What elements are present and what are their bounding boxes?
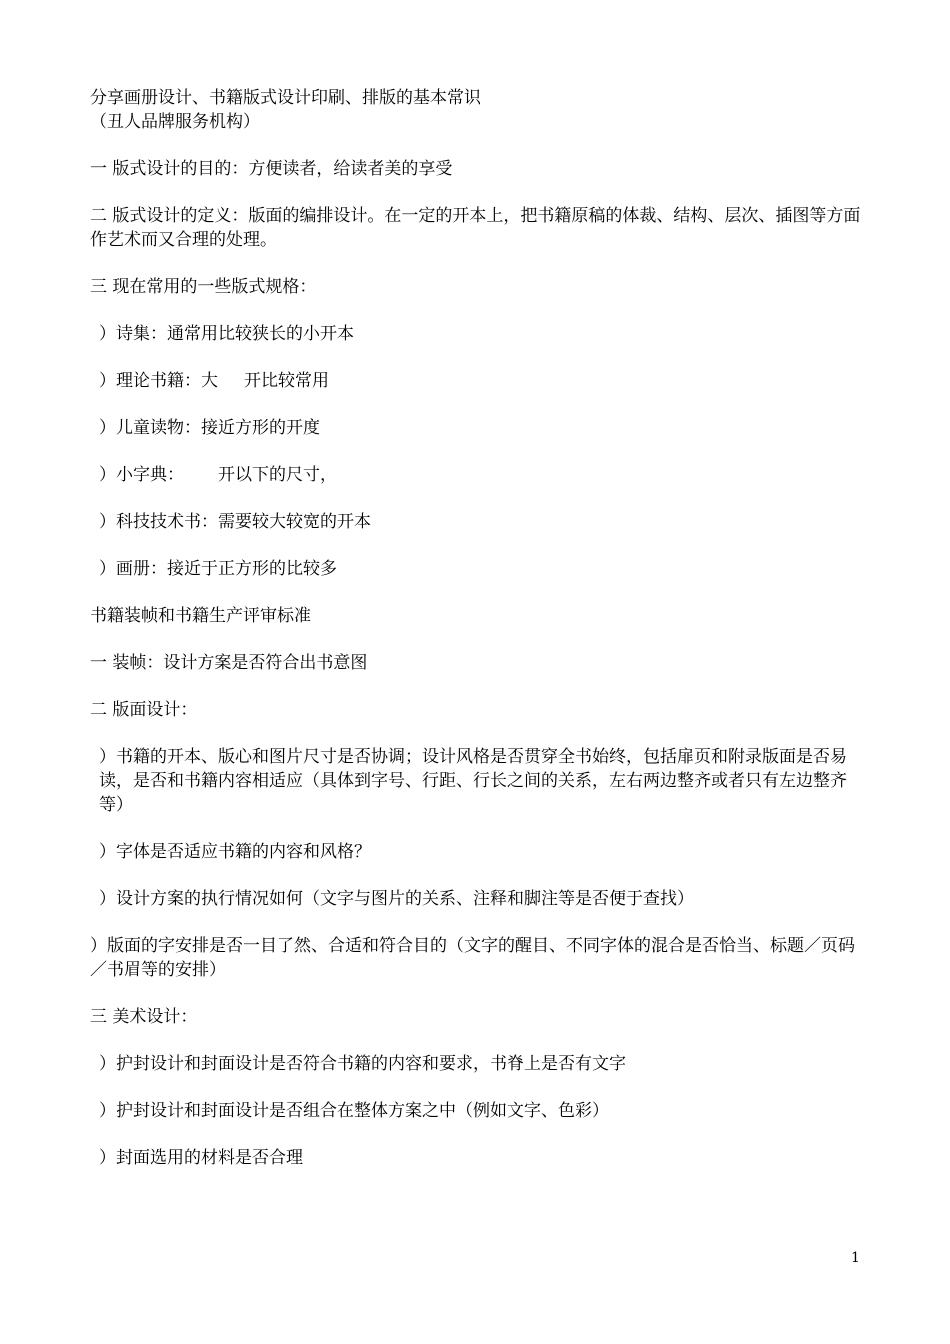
section-purpose: 一 版式设计的目的：方便读者，给读者美的享受 <box>90 159 453 179</box>
format-item-theory: ）理论书籍：大 开比较常用 <box>99 371 329 391</box>
layout-item: ）设计方案的执行情况如何（文字与图片的关系、注释和脚注等是否便于查找） <box>99 889 694 909</box>
layout-item: ）版面的字安排是否一目了然、合适和符合目的（文字的醒目、不同字体的混合是否恰当、标题／页码／书眉等的安排） <box>90 936 855 980</box>
layout-item: ）字体是否适应书籍的内容和风格？ <box>99 842 371 862</box>
format-item-dictionary: ）小字典： 开以下的尺寸， <box>99 465 337 485</box>
document-title: 分享画册设计、书籍版式设计印刷、排版的基本常识 <box>90 88 481 108</box>
section-definition: 二 版式设计的定义：版面的编排设计。在一定的开本上，把书籍原稿的体裁、结构、层次、插图等方面作艺术而又合理的处理。 <box>90 206 861 250</box>
format-item-children: ）儿童读物：接近方形的开度 <box>99 418 320 438</box>
standard-layout: 二 版面设计： <box>90 700 198 720</box>
layout-item: ）书籍的开本、版心和图片尺寸是否协调；设计风格是否贯穿全书始终，包括扉页和附录版面是否易读，是否和书籍内容相适应（具体到字号、行距、行长之间的关系，左右两边整齐或者只有左边整齐等） <box>99 747 847 815</box>
page-number: 1 <box>851 1250 860 1266</box>
format-item-poetry: ）诗集：通常用比较狭长的小开本 <box>99 324 354 344</box>
standards-title: 书籍装帧和书籍生产评审标准 <box>90 606 311 626</box>
art-item: ）护封设计和封面设计是否组合在整体方案之中（例如文字、色彩） <box>99 1101 609 1121</box>
format-item-album: ）画册：接近于正方形的比较多 <box>99 559 337 579</box>
art-item: ）护封设计和封面设计是否符合书籍的内容和要求，书脊上是否有文字 <box>99 1054 626 1074</box>
document-header <box>90 86 865 134</box>
format-item-technical: ）科技技术书：需要较大较宽的开本 <box>99 512 371 532</box>
standard-art: 三 美术设计： <box>90 1007 198 1027</box>
document-body <box>90 86 865 1193</box>
art-item: ）封面选用的材料是否合理 <box>99 1148 303 1168</box>
section-formats: 三 现在常用的一些版式规格： <box>90 277 317 297</box>
standard-binding: 一 装帧：设计方案是否符合出书意图 <box>90 653 368 673</box>
document-subtitle: （丑人品牌服务机构） <box>90 112 260 132</box>
